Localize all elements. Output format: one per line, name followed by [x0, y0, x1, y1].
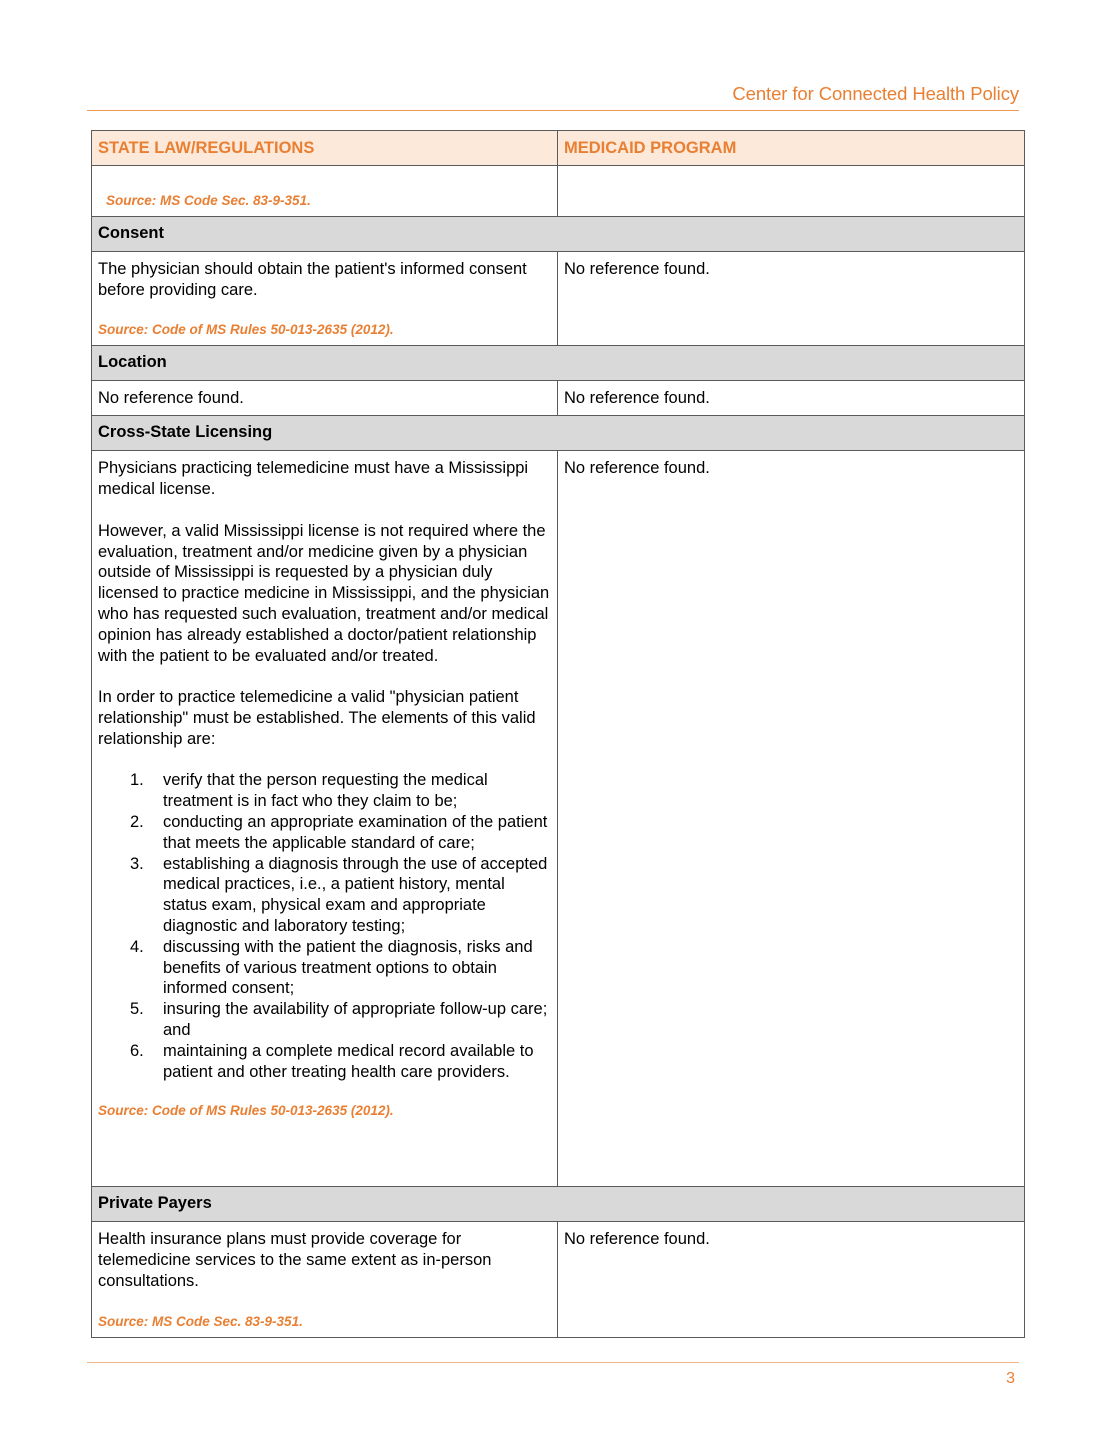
medicaid-cell: No reference found.	[558, 1222, 1025, 1337]
medicaid-cell: No reference found.	[558, 381, 1025, 416]
source-citation: Source: MS Code Sec. 83-9-351.	[98, 1313, 303, 1329]
state-law-text: In order to practice telemedicine a valid "physician patient relationship" must be established. The elements of this valid relationship are:	[98, 688, 536, 748]
state-law-text: However, a valid Mississippi license is not required where the evaluation, treatment and/or medicine given by a physician outside of Mississippi is requested by a physician duly licensed to practice medicine in Mississippi, and the physician who has requested such evaluation, treatment and/or medical opinion has already established a doctor/patient relationship with the patient to be evaluated and/or treated.	[98, 521, 550, 665]
table-row	[92, 451, 1025, 1187]
section-header-row	[92, 346, 1025, 381]
list-item: 1. verify that the person requesting the medical treatment is in fact who they claim to be;	[130, 771, 488, 811]
column-header-medicaid: MEDICAID PROGRAM	[558, 131, 1025, 166]
list-item: 2. conducting an appropriate examination of the patient that meets the applicable standard of care;	[130, 812, 548, 852]
state-law-cell	[92, 166, 558, 217]
state-law-text: Health insurance plans must provide coverage for telemedicine services to the same extent as in-person consultations.	[98, 1230, 492, 1290]
medicaid-cell	[558, 166, 1025, 217]
source-citation: Source: Code of MS Rules 50-013-2635 (2012).	[98, 322, 394, 338]
column-header-state-law: STATE LAW/REGULATIONS	[92, 131, 558, 166]
state-law-cell	[92, 381, 558, 416]
table-row	[92, 166, 1025, 217]
state-law-text: The physician should obtain the patient's informed consent before providing care.	[98, 260, 527, 299]
list-item: 6. maintaining a complete medical record available to patient and other treating health care providers.	[130, 1041, 534, 1081]
source-citation: Source: Code of MS Rules 50-013-2635 (2012).	[98, 1103, 394, 1119]
table-row	[92, 252, 1025, 346]
footer-divider	[87, 1362, 1019, 1363]
medicaid-cell: No reference found.	[558, 252, 1025, 346]
relationship-elements-list	[98, 770, 551, 1082]
section-header-row	[92, 217, 1025, 252]
header-divider	[87, 110, 1019, 111]
state-law-cell	[92, 451, 558, 1187]
page-number: 3	[1006, 1370, 1015, 1387]
section-header-row	[92, 1187, 1025, 1222]
list-item: 3. establishing a diagnosis through the use of accepted medical practices, i.e., a patient history, mental status exam, physical exam and appropriate diagnostic and laboratory testing;	[130, 854, 548, 935]
source-citation: Source: MS Code Sec. 83-9-351.	[106, 193, 311, 208]
organization-header: Center for Connected Health Policy	[732, 83, 1019, 104]
state-law-text: No reference found.	[98, 389, 244, 408]
medicaid-cell: No reference found.	[558, 451, 1025, 1187]
column-header-row	[92, 131, 1025, 166]
list-item: 4. discussing with the patient the diagnosis, risks and benefits of various treatment options to obtain informed consent;	[130, 937, 533, 998]
section-title-private-payers: Private Payers	[92, 1187, 1025, 1222]
section-title-consent: Consent	[92, 217, 1025, 252]
state-law-text: Physicians practicing telemedicine must have a Mississippi medical license.	[98, 459, 529, 499]
section-title-cross-state-licensing: Cross-State Licensing	[92, 416, 1025, 451]
list-item: 5. insuring the availability of appropriate follow-up care; and	[130, 1000, 548, 1039]
table-row	[92, 1222, 1025, 1337]
section-title-location: Location	[92, 346, 1025, 381]
section-header-row	[92, 416, 1025, 451]
table-row	[92, 381, 1025, 416]
state-law-cell	[92, 252, 558, 346]
state-law-cell	[92, 1222, 558, 1337]
policy-table	[91, 130, 1025, 1338]
